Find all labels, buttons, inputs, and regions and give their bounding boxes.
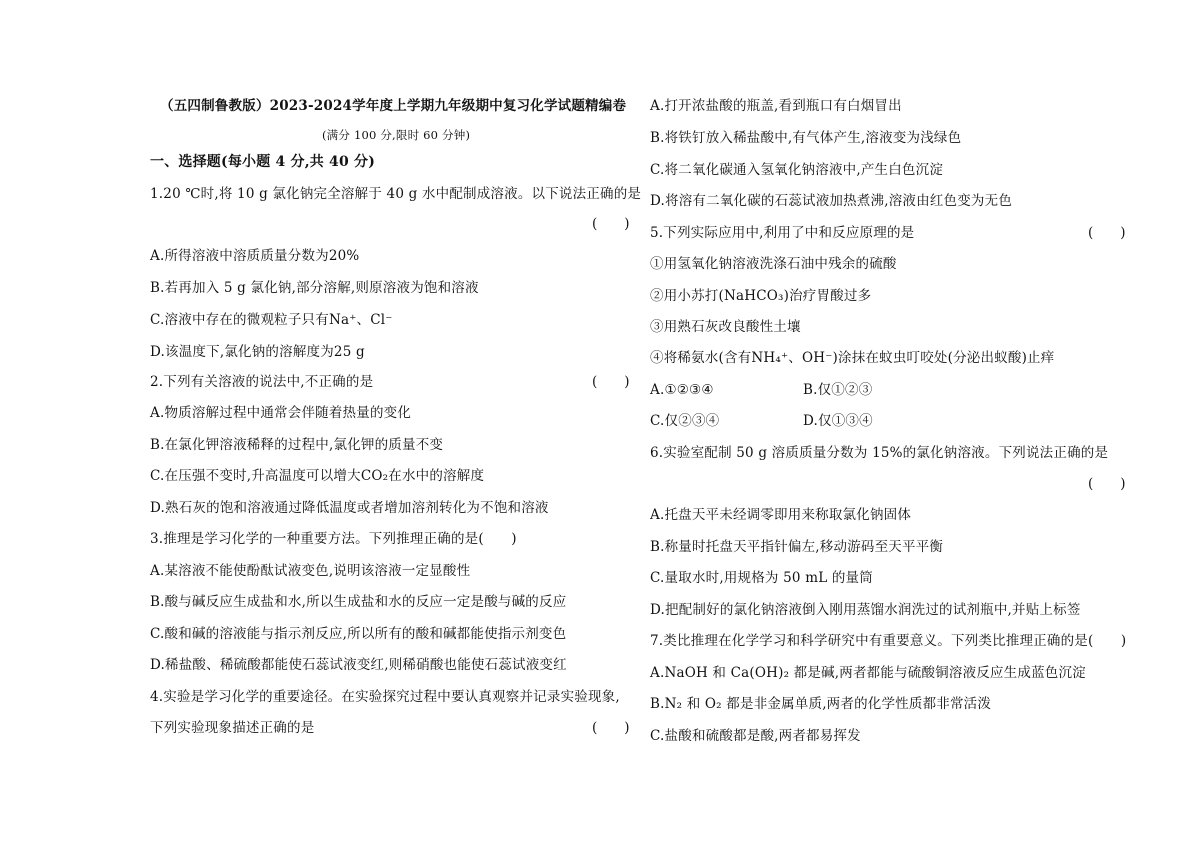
q2-answer-paren: ( ) <box>592 374 630 390</box>
q6-answer-paren: ( ) <box>1088 476 1126 492</box>
q2-stem: 2.下列有关溶液的说法中,不正确的是 <box>150 374 374 390</box>
q1-option-d: D.该温度下,氯化钠的溶解度为25 g <box>150 344 365 360</box>
q7-option-b: B.N₂ 和 O₂ 都是非金属单质,两者的化学性质都非常活泼 <box>650 696 992 712</box>
q7-stem: 7.类比推理在化学学习和科学研究中有重要意义。下列类比推理正确的是( ) <box>650 633 1127 649</box>
q2-option-a: A.物质溶解过程中通常会伴随着热量的变化 <box>150 405 412 421</box>
q5-option-c: C.仅②③④ <box>650 413 720 429</box>
q4-answer-paren: ( ) <box>592 720 630 736</box>
q2-option-c: C.在压强不变时,升高温度可以增大CO₂在水中的溶解度 <box>150 468 485 484</box>
q1-option-c: C.溶液中存在的微观粒子只有Na⁺、Cl⁻ <box>150 312 393 328</box>
q5-option-a: A.①②③④ <box>650 382 714 398</box>
q1-option-b: B.若再加入 5 g 氯化钠,部分溶解,则原溶液为饱和溶液 <box>150 280 479 296</box>
q3-option-c: C.酸和碱的溶液能与指示剂反应,所以所有的酸和碱都能使指示剂变色 <box>150 626 567 642</box>
q4-stem-line1: 4.实验是学习化学的重要途径。在实验探究过程中要认真观察并记录实验现象, <box>150 689 620 705</box>
q4-option-d: D.将溶有二氧化碳的石蕊试液加热煮沸,溶液由红色变为无色 <box>650 193 1013 209</box>
q3-option-a: A.某溶液不能使酚酞试液变色,说明该溶液一定显酸性 <box>150 563 471 579</box>
q5-option-d: D.仅①③④ <box>803 413 873 429</box>
q4-option-c: C.将二氧化碳通入氢氧化钠溶液中,产生白色沉淀 <box>650 162 944 178</box>
q1-option-a: A.所得溶液中溶质质量分数为20% <box>150 248 360 264</box>
q2-option-b: B.在氯化钾溶液稀释的过程中,氯化钾的质量不变 <box>150 437 444 453</box>
exam-title: （五四制鲁教版）2023-2024学年度上学期九年级期中复习化学试题精编卷 <box>160 98 627 114</box>
q6-option-b: B.称量时托盘天平指针偏左,移动游码至天平平衡 <box>650 539 944 555</box>
q1-answer-paren: ( ) <box>592 216 630 232</box>
q5-item-4: ④将稀氨水(含有NH₄⁺、OH⁻)涂抹在蚊虫叮咬处(分泌出蚁酸)止痒 <box>650 350 1055 366</box>
q5-option-b: B.仅①②③ <box>803 382 873 398</box>
q6-option-d: D.把配制好的氯化钠溶液倒入刚用蒸馏水润洗过的试剂瓶中,并贴上标签 <box>650 602 1081 618</box>
q4-stem-line2: 下列实验现象描述正确的是 <box>150 720 315 736</box>
q6-stem: 6.实验室配制 50 g 溶质质量分数为 15%的氯化钠溶液。下列说法正确的是 <box>650 445 1109 461</box>
q7-option-c: C.盐酸和硫酸都是酸,两者都易挥发 <box>650 728 861 744</box>
q6-option-a: A.托盘天平未经调零即用来称取氯化钠固体 <box>650 507 912 523</box>
q2-option-d: D.熟石灰的饱和溶液通过降低温度或者增加溶剂转化为不饱和溶液 <box>150 500 549 516</box>
q5-item-2: ②用小苏打(NaHCO₃)治疗胃酸过多 <box>650 288 872 304</box>
q5-item-3: ③用熟石灰改良酸性土壤 <box>650 319 801 335</box>
section-heading: 一、选择题(每小题 4 分,共 40 分) <box>150 154 376 170</box>
q7-option-a: A.NaOH 和 Ca(OH)₂ 都是碱,两者都能与硫酸铜溶液反应生成蓝色沉淀 <box>650 665 1086 681</box>
q3-option-d: D.稀盐酸、稀硫酸都能使石蕊试液变红,则稀硝酸也能使石蕊试液变红 <box>150 657 567 673</box>
q1-stem: 1.20 ℃时,将 10 g 氯化钠完全溶解于 40 g 水中配制成溶液。以下说法正确的是 <box>150 186 642 202</box>
q5-answer-paren: ( ) <box>1088 225 1126 241</box>
q4-option-b: B.将铁钉放入稀盐酸中,有气体产生,溶液变为浅绿色 <box>650 130 962 146</box>
exam-subtitle: (满分 100 分,限时 60 分钟) <box>322 128 471 142</box>
q3-stem: 3.推理是学习化学的一种重要方法。下列推理正确的是( ) <box>150 531 517 547</box>
q6-option-c: C.量取水时,用规格为 50 mL 的量筒 <box>650 570 873 586</box>
q3-option-b: B.酸与碱反应生成盐和水,所以生成盐和水的反应一定是酸与碱的反应 <box>150 594 567 610</box>
q5-item-1: ①用氢氧化钠溶液洗涤石油中残余的硫酸 <box>650 256 897 272</box>
q5-stem: 5.下列实际应用中,利用了中和反应原理的是 <box>650 225 915 241</box>
q4-option-a: A.打开浓盐酸的瓶盖,看到瓶口有白烟冒出 <box>650 98 902 114</box>
